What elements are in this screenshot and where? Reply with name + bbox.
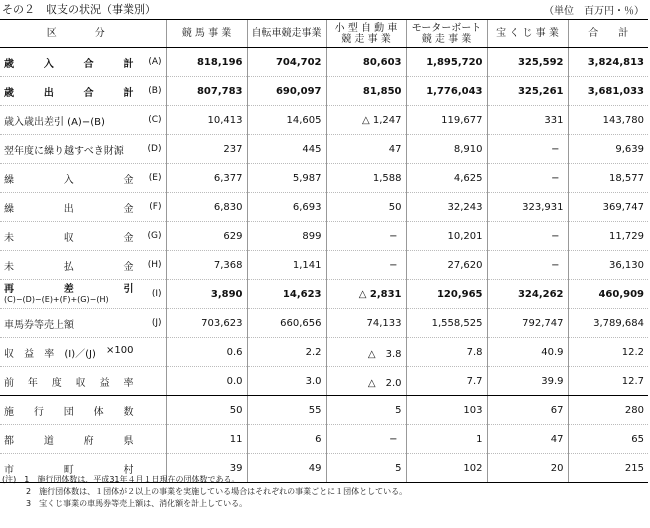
row-code: (B) <box>148 86 162 96</box>
table-cell: 20 <box>487 454 568 483</box>
row-label-text: 歳入歳出差引 (A)−(B) <box>4 116 105 128</box>
row-label <box>0 280 166 309</box>
column-header: 競 馬 事 業 <box>166 20 247 48</box>
row-code: (F) <box>149 202 162 212</box>
table-cell: 32,243 <box>406 193 487 222</box>
row-code: (C) <box>148 115 162 125</box>
table-cell: 143,780 <box>568 106 648 135</box>
row-label-text: 行 <box>33 406 44 418</box>
table-row <box>0 425 648 454</box>
row-label-text: ×100 <box>106 344 134 356</box>
table-cell: 102 <box>406 454 487 483</box>
table-cell: 0.0 <box>166 367 247 396</box>
table-cell: 14,623 <box>247 280 326 309</box>
header-row <box>0 20 648 48</box>
table-cell: 1,558,525 <box>406 309 487 338</box>
row-label-text: 年 <box>27 377 38 389</box>
row-label-text: 金 <box>123 261 134 273</box>
table-cell: 10,413 <box>166 106 247 135</box>
revenue-table <box>0 19 648 483</box>
row-label-text: 合 <box>83 58 94 70</box>
row-label <box>0 251 166 280</box>
table-cell: 39 <box>166 454 247 483</box>
row-label-text: 繰 <box>4 203 14 215</box>
table-cell: 7.8 <box>406 338 487 367</box>
table-cell: − <box>487 251 568 280</box>
row-label-text: 入 <box>43 58 54 70</box>
table-cell: 703,623 <box>166 309 247 338</box>
row-label-text: 率 <box>44 348 55 360</box>
table-row <box>0 164 648 193</box>
row-label-text: 益 <box>24 348 35 360</box>
table-cell: 8,910 <box>406 135 487 164</box>
table-cell: 7,368 <box>166 251 247 280</box>
table-cell: 103 <box>406 396 487 425</box>
footnotes <box>2 474 407 510</box>
row-label-text: 金 <box>123 232 134 244</box>
table-cell: 5 <box>326 454 406 483</box>
row-label-text: 引 <box>123 283 134 295</box>
table-cell: − <box>326 251 406 280</box>
row-label-text: 差 <box>63 283 74 295</box>
row-label <box>0 106 166 135</box>
table-row <box>0 251 648 280</box>
table-row <box>0 338 648 367</box>
table-cell: 460,909 <box>568 280 648 309</box>
table-cell: 1 <box>406 425 487 454</box>
table-row <box>0 106 648 135</box>
table-cell: 325,592 <box>487 48 568 77</box>
row-label-text: 前 <box>4 377 14 389</box>
table-cell: 74,133 <box>326 309 406 338</box>
row-label-text: 団 <box>63 406 74 418</box>
table-cell: 40.9 <box>487 338 568 367</box>
row-label-text: 施 <box>4 406 14 418</box>
table-cell: 1,588 <box>326 164 406 193</box>
table-cell: 5 <box>326 396 406 425</box>
column-header: モーターボート 競 走 事 業 <box>406 20 487 48</box>
table-cell: 1,141 <box>247 251 326 280</box>
row-label-text: 市 <box>4 464 14 476</box>
table-row <box>0 193 648 222</box>
row-label-text: (I)／(J) <box>64 348 96 360</box>
table-cell: 0.6 <box>166 338 247 367</box>
table-cell: 11,729 <box>568 222 648 251</box>
row-label-text: 県 <box>123 435 134 447</box>
table-cell: 280 <box>568 396 648 425</box>
table-cell: 237 <box>166 135 247 164</box>
row-label <box>0 77 166 106</box>
table-cell: 10,201 <box>406 222 487 251</box>
table-cell: 325,261 <box>487 77 568 106</box>
table-cell: 11 <box>166 425 247 454</box>
row-label-text: 益 <box>99 377 110 389</box>
table-cell: 6,377 <box>166 164 247 193</box>
table-cell: 9,639 <box>568 135 648 164</box>
table-cell: 899 <box>247 222 326 251</box>
row-label-text: 率 <box>123 377 134 389</box>
table-cell: 81,850 <box>326 77 406 106</box>
row-label-text: 歳 <box>4 87 14 99</box>
table-cell: 6 <box>247 425 326 454</box>
row-label-text: 体 <box>93 406 104 418</box>
table-cell: 3,789,684 <box>568 309 648 338</box>
table-cell: 7.7 <box>406 367 487 396</box>
table-cell: 3,681,033 <box>568 77 648 106</box>
table-cell: 49 <box>247 454 326 483</box>
row-label <box>0 367 166 396</box>
row-label-text: 度 <box>51 377 62 389</box>
table-cell: 36,130 <box>568 251 648 280</box>
table-cell: △ 3.8 <box>326 338 406 367</box>
row-label <box>0 135 166 164</box>
table-cell: 807,783 <box>166 77 247 106</box>
table-cell: − <box>487 222 568 251</box>
table-cell: 119,677 <box>406 106 487 135</box>
row-code: (E) <box>148 173 162 183</box>
table-cell: 369,747 <box>568 193 648 222</box>
table-cell: 4,625 <box>406 164 487 193</box>
column-header: 自転車競走事業 <box>247 20 326 48</box>
table-cell: 47 <box>326 135 406 164</box>
table-cell: 324,262 <box>487 280 568 309</box>
table-cell: 704,702 <box>247 48 326 77</box>
row-label <box>0 338 166 367</box>
row-code: (G) <box>147 231 162 241</box>
table-cell: 445 <box>247 135 326 164</box>
row-label-text: 収 <box>4 348 14 360</box>
row-label-text: 出 <box>63 203 74 215</box>
table-cell: 1,895,720 <box>406 48 487 77</box>
table-cell: − <box>487 135 568 164</box>
table-cell: 215 <box>568 454 648 483</box>
table-cell: 6,830 <box>166 193 247 222</box>
table-cell: 12.7 <box>568 367 648 396</box>
table-cell: 14,605 <box>247 106 326 135</box>
row-label-text: 車馬券等売上額 <box>4 319 74 331</box>
row-label-text: 払 <box>63 261 74 273</box>
table-cell: 47 <box>487 425 568 454</box>
row-label-text: 村 <box>123 464 134 476</box>
table-cell: 5,987 <box>247 164 326 193</box>
row-code: (D) <box>147 144 162 154</box>
table-caption: その２ 収支の状況（事業別） <box>2 3 156 16</box>
table-cell: 1,776,043 <box>406 77 487 106</box>
row-label-text: 再 <box>4 283 14 295</box>
column-header: 合 計 <box>568 20 648 48</box>
row-code: (A) <box>148 57 162 67</box>
table-cell: 323,931 <box>487 193 568 222</box>
row-label <box>0 425 166 454</box>
row-label-text: 歳 <box>4 58 14 70</box>
table-cell: 50 <box>326 193 406 222</box>
table-cell: 80,603 <box>326 48 406 77</box>
row-code: (I) <box>151 289 162 299</box>
table-cell: 818,196 <box>166 48 247 77</box>
footnote: 2 施行団体数は、１団体が２以上の事業を実施している場合はそれぞれの事業ごとに１団体としている。 <box>2 487 408 496</box>
row-label-text: 出 <box>43 87 54 99</box>
unit-label: （単位 百万円・％） <box>544 6 644 17</box>
row-label <box>0 222 166 251</box>
table-cell: △ 2,831 <box>326 280 406 309</box>
table-row <box>0 48 648 77</box>
table-cell: − <box>487 164 568 193</box>
table-row <box>0 309 648 338</box>
row-label-text: 翌年度に繰り越すべき財源 <box>4 145 124 157</box>
table-cell: 55 <box>247 396 326 425</box>
column-header: 区 分 <box>0 20 166 48</box>
table-cell: 6,693 <box>247 193 326 222</box>
row-label-text: 数 <box>123 406 134 418</box>
table-cell: 67 <box>487 396 568 425</box>
row-label <box>0 48 166 77</box>
table-cell: 792,747 <box>487 309 568 338</box>
row-label-text: 繰 <box>4 174 14 186</box>
row-code: (H) <box>147 260 162 270</box>
row-label-text: 合 <box>83 87 94 99</box>
table-row <box>0 135 648 164</box>
row-formula: (C)−(D)−(E)+(F)+(G)−(H) <box>4 294 109 304</box>
row-label-text: 計 <box>123 58 134 70</box>
footnote: 3 宝くじ事業の車馬券等売上額は、消化額を計上している。 <box>2 499 248 508</box>
table-cell: 18,577 <box>568 164 648 193</box>
table-row <box>0 367 648 396</box>
table-cell: 3,890 <box>166 280 247 309</box>
row-label-text: 未 <box>4 232 14 244</box>
footnote: (注) 1 施行団体数は、平成31年４月１日現在の団体数である。 <box>2 475 240 484</box>
table-cell: − <box>326 222 406 251</box>
table-cell: 3.0 <box>247 367 326 396</box>
row-label-text: 計 <box>123 87 134 99</box>
row-label-text: 収 <box>75 377 86 389</box>
table-cell: 2.2 <box>247 338 326 367</box>
table-cell: 331 <box>487 106 568 135</box>
row-label-text: 金 <box>123 203 134 215</box>
table-row <box>0 222 648 251</box>
table-cell: 629 <box>166 222 247 251</box>
column-header: 小 型 自 動 車 競 走 事 業 <box>326 20 406 48</box>
row-label-text: 金 <box>123 174 134 186</box>
table-cell: 27,620 <box>406 251 487 280</box>
table-body <box>0 48 648 483</box>
table-cell: △ 1,247 <box>326 106 406 135</box>
row-label-text: 未 <box>4 261 14 273</box>
row-label-text: 町 <box>63 464 74 476</box>
row-label-text: 収 <box>63 232 74 244</box>
table-cell: 690,097 <box>247 77 326 106</box>
row-label <box>0 396 166 425</box>
row-label <box>0 164 166 193</box>
table-cell: − <box>326 425 406 454</box>
row-label-text: 都 <box>4 435 14 447</box>
table-row <box>0 77 648 106</box>
row-label-text: 府 <box>83 435 94 447</box>
table-row <box>0 280 648 309</box>
table-cell: 12.2 <box>568 338 648 367</box>
row-label-text: 道 <box>43 435 54 447</box>
table-cell: 39.9 <box>487 367 568 396</box>
row-label-text: 入 <box>63 174 74 186</box>
table-cell: 120,965 <box>406 280 487 309</box>
table-row <box>0 396 648 425</box>
table-cell: 65 <box>568 425 648 454</box>
table-cell: 50 <box>166 396 247 425</box>
row-label <box>0 309 166 338</box>
table-cell: △ 2.0 <box>326 367 406 396</box>
table-cell: 3,824,813 <box>568 48 648 77</box>
column-header: 宝 く じ 事 業 <box>487 20 568 48</box>
row-code: (J) <box>151 318 162 328</box>
row-label <box>0 193 166 222</box>
table-cell: 660,656 <box>247 309 326 338</box>
